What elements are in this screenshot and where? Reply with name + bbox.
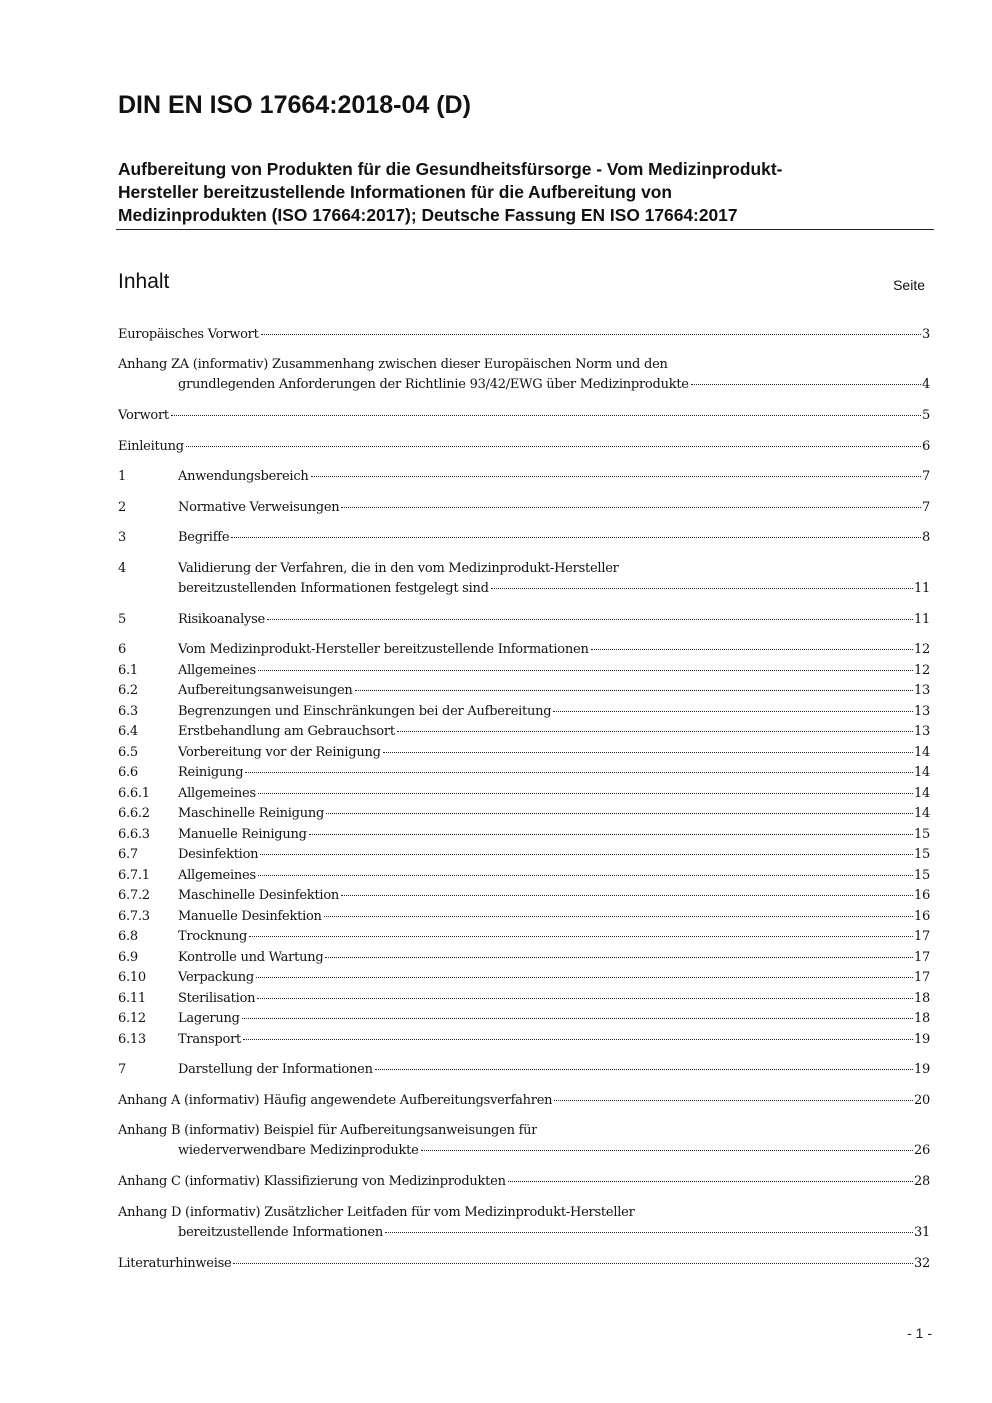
toc-entry-title: Europäisches Vorwort: [118, 327, 259, 342]
toc-entry-title: Vom Medizinprodukt-Hersteller bereitzustellende Informationen: [178, 642, 589, 657]
toc-entry[interactable]: [118, 907, 930, 927]
toc-entry-title: Anhang C (informativ) Klassifizierung von Medizinprodukten: [118, 1174, 506, 1189]
toc-entry-page: 18: [913, 1011, 930, 1026]
toc-dot-leader: [256, 977, 913, 978]
toc-dot-leader: [309, 834, 913, 835]
toc-entry-line: [118, 1030, 930, 1050]
toc-entry-title: Manuelle Desinfektion: [178, 909, 322, 924]
toc-entry-line: [118, 1254, 930, 1274]
toc-dot-leader: [591, 649, 913, 650]
toc-entry[interactable]: [118, 1091, 930, 1111]
toc-entry-title: Anhang D (informativ) Zusätzlicher Leitfaden für vom Medizinprodukt-Hersteller: [118, 1205, 635, 1220]
toc-entry-number: 6.4: [118, 724, 138, 739]
toc-entry-title: wiederverwendbare Medizinprodukte: [178, 1143, 419, 1158]
toc-entry-line: [118, 804, 930, 824]
toc-entry-title: Lagerung: [178, 1011, 240, 1026]
toc-entry-title: Erstbehandlung am Gebrauchsort: [178, 724, 395, 739]
toc-entry-page: 13: [913, 683, 930, 698]
toc-entry-line: [118, 661, 930, 681]
toc-dot-leader: [231, 537, 921, 538]
toc-entry[interactable]: [118, 1030, 930, 1050]
toc-entry-title: Anhang ZA (informativ) Zusammenhang zwischen dieser Europäischen Norm und den: [118, 357, 668, 372]
toc-entry-line: [118, 989, 930, 1009]
toc-entry-number: 6.6.1: [118, 786, 150, 801]
toc-entry-number: 6.2: [118, 683, 138, 698]
toc-dot-leader: [257, 998, 913, 999]
document-title-line: Aufbereitung von Produkten für die Gesundheitsfürsorge - Vom Medizinprodukt-: [118, 159, 783, 179]
toc-entry-line: [118, 1172, 930, 1192]
document-title-line: Hersteller bereitzustellende Informationen für die Aufbereitung von: [118, 182, 673, 202]
toc-entry-page: 13: [913, 724, 930, 739]
toc-entry-number: 6.8: [118, 929, 138, 944]
toc-entry-line: [118, 528, 930, 548]
toc-dot-leader: [383, 752, 913, 753]
toc-entry[interactable]: [118, 1203, 930, 1243]
toc-dot-leader: [258, 793, 913, 794]
toc-entry[interactable]: [118, 722, 930, 742]
toc-entry-title: Aufbereitungsanweisungen: [178, 683, 353, 698]
toc-entry-line: [118, 1203, 930, 1223]
toc-entry-page: 6: [921, 439, 930, 454]
title-divider: [116, 229, 934, 230]
toc-entry-page: 4: [921, 377, 930, 392]
toc-entry-page: 15: [913, 868, 930, 883]
toc-entry-title: Anhang B (informativ) Beispiel für Aufbereitungsanweisungen für: [118, 1123, 538, 1138]
toc-entry-line: [118, 743, 930, 763]
toc-dot-leader: [267, 619, 913, 620]
toc-entry-page: 3: [921, 327, 930, 342]
toc-entry-line: [118, 948, 930, 968]
toc-entry-title: Vorwort: [118, 408, 169, 423]
toc-dot-leader: [691, 384, 921, 385]
toc-entry-title: Darstellung der Informationen: [178, 1062, 373, 1077]
toc-entry-title: Maschinelle Reinigung: [178, 806, 325, 821]
toc-entry-title: Maschinelle Desinfektion: [178, 888, 340, 903]
toc-dot-leader: [258, 875, 913, 876]
toc-dot-leader: [311, 476, 921, 477]
toc-entry-title: Manuelle Reinigung: [178, 827, 307, 842]
toc-entry[interactable]: [118, 927, 930, 947]
toc-entry-page: 11: [913, 612, 930, 627]
toc-entry-number: 6.10: [118, 970, 146, 985]
toc-entry-number: 7: [118, 1062, 127, 1077]
toc-entry-line: [118, 355, 930, 375]
toc-page-column-label: Seite: [893, 277, 925, 293]
toc-entry-title: Anwendungsbereich: [178, 469, 309, 484]
toc-dot-leader: [243, 1039, 913, 1040]
toc-entry-page: 14: [913, 806, 930, 821]
toc-entry[interactable]: [118, 702, 930, 722]
toc-entry-page: 8: [921, 530, 930, 545]
toc-entry-title: Normative Verweisungen: [178, 500, 340, 515]
toc-entry[interactable]: [118, 498, 930, 518]
toc-entry-page: 17: [913, 950, 930, 965]
toc-entry-line: [118, 681, 930, 701]
toc-entry[interactable]: [118, 1060, 930, 1080]
toc-entry-page: 32: [913, 1256, 930, 1271]
toc-entry-page: 16: [913, 888, 930, 903]
toc-entry-line: [118, 1091, 930, 1111]
toc-entry[interactable]: [118, 886, 930, 906]
toc-entry-line: [118, 825, 930, 845]
toc-entry-line: [118, 325, 930, 345]
toc-entry-line: [118, 375, 930, 395]
toc-dot-leader: [261, 334, 921, 335]
toc-entry[interactable]: [118, 989, 930, 1009]
toc-entry[interactable]: [118, 866, 930, 886]
toc-entry-page: 7: [921, 469, 930, 484]
toc-entry-line: [118, 437, 930, 457]
toc-entry[interactable]: [118, 845, 930, 865]
toc-entry-title: Anhang A (informativ) Häufig angewendete Aufbereitungsverfahren: [118, 1093, 553, 1108]
toc-entry-title: bereitzustellenden Informationen festgelegt sind: [178, 581, 489, 596]
toc-entry-line: [118, 722, 930, 742]
toc-entry-title: Reinigung: [178, 765, 244, 780]
toc-dot-leader: [355, 690, 913, 691]
toc-entry-line: [118, 1009, 930, 1029]
toc-entry[interactable]: [118, 948, 930, 968]
toc-entry-title: Literaturhinweise: [118, 1256, 232, 1271]
toc-entry-page: 17: [913, 929, 930, 944]
toc-entry-line: [118, 702, 930, 722]
toc-dot-leader: [260, 854, 913, 855]
toc-entry-title: Allgemeines: [178, 868, 256, 883]
toc-entry[interactable]: [118, 784, 930, 804]
toc-entry-line: [118, 610, 930, 630]
toc-dot-leader: [341, 507, 921, 508]
toc-dot-leader: [245, 772, 913, 773]
toc-entry[interactable]: [118, 406, 930, 426]
toc-entry[interactable]: [118, 661, 930, 681]
toc-entry-line: [118, 1141, 930, 1161]
toc-entry[interactable]: [118, 437, 930, 457]
toc-entry[interactable]: [118, 825, 930, 845]
toc-entry-line: [118, 866, 930, 886]
toc-entry-line: [118, 1060, 930, 1080]
toc-entry-title: Sterilisation: [178, 991, 256, 1006]
toc-entry-line: [118, 763, 930, 783]
toc-dot-leader: [186, 446, 921, 447]
toc-entry[interactable]: [118, 743, 930, 763]
toc-entry-number: 6: [118, 642, 127, 657]
toc-entry-title: bereitzustellende Informationen: [178, 1225, 383, 1240]
toc-entry[interactable]: [118, 355, 930, 395]
toc-dot-leader: [249, 936, 913, 937]
toc-dot-leader: [421, 1150, 913, 1151]
toc-entry-line: [118, 927, 930, 947]
toc-entry-page: 12: [913, 663, 930, 678]
toc-entry-number: 6.6.2: [118, 806, 150, 821]
toc-dot-leader: [341, 895, 913, 896]
toc-dot-leader: [491, 588, 913, 589]
toc-entry-page: 17: [913, 970, 930, 985]
toc-entry[interactable]: [118, 528, 930, 548]
toc-entry-title: Allgemeines: [178, 786, 256, 801]
toc-entry-number: 6.3: [118, 704, 138, 719]
toc-entry-line: [118, 968, 930, 988]
toc-entry-number: 6.13: [118, 1032, 146, 1047]
toc-entry-line: [118, 498, 930, 518]
toc-dot-leader: [242, 1018, 913, 1019]
toc-entry-page: 18: [913, 991, 930, 1006]
toc-entry-number: 6.6: [118, 765, 138, 780]
toc-entry[interactable]: [118, 681, 930, 701]
toc-entry[interactable]: [118, 763, 930, 783]
toc-dot-leader: [258, 670, 913, 671]
toc-entry-number: 5: [118, 612, 127, 627]
toc-entry-title: Vorbereitung vor der Reinigung: [178, 745, 381, 760]
toc-entry-page: 13: [913, 704, 930, 719]
toc-entry-number: 6.1: [118, 663, 138, 678]
toc-entry[interactable]: [118, 559, 930, 599]
toc-dot-leader: [553, 711, 913, 712]
toc-entry-title: Begrenzungen und Einschränkungen bei der Aufbereitung: [178, 704, 552, 719]
toc-entry-page: 12: [913, 642, 930, 657]
toc-entry-number: 6.9: [118, 950, 138, 965]
toc-entry-line: [118, 467, 930, 487]
toc-entry-title: Risikoanalyse: [178, 612, 265, 627]
toc-entry-line: [118, 1223, 930, 1243]
toc-dot-leader: [385, 1232, 913, 1233]
toc-entry-title: Allgemeines: [178, 663, 256, 678]
toc-dot-leader: [171, 415, 921, 416]
toc-entry-page: 31: [913, 1225, 930, 1240]
toc-entry-page: 14: [913, 765, 930, 780]
toc-entry[interactable]: [118, 804, 930, 824]
toc-entry-page: 11: [913, 581, 930, 596]
toc-entry[interactable]: [118, 1172, 930, 1192]
toc-dot-leader: [233, 1263, 912, 1264]
toc-entry-line: [118, 579, 930, 599]
toc-entry[interactable]: [118, 640, 930, 660]
toc-entry-page: 15: [913, 827, 930, 842]
toc-dot-leader: [325, 957, 913, 958]
toc-entry-number: 2: [118, 500, 127, 515]
toc-entry-number: 6.12: [118, 1011, 146, 1026]
toc-entry-page: 5: [921, 408, 930, 423]
toc-entry-page: 28: [913, 1174, 930, 1189]
toc-entry-title: grundlegenden Anforderungen der Richtlinie 93/42/EWG über Medizinprodukte: [178, 377, 689, 392]
toc-entry-title: Begriffe: [178, 530, 230, 545]
toc-heading: Inhalt: [118, 270, 170, 293]
document-id: DIN EN ISO 17664:2018-04 (D): [118, 91, 471, 119]
toc-entry-number: 6.7.3: [118, 909, 150, 924]
toc-entry-title: Desinfektion: [178, 847, 259, 862]
toc-entry[interactable]: [118, 1009, 930, 1029]
toc-entry[interactable]: [118, 610, 930, 630]
toc-dot-leader: [326, 813, 913, 814]
toc-entry-number: 6.7.2: [118, 888, 150, 903]
toc-entry-line: [118, 640, 930, 660]
toc-dot-leader: [375, 1069, 913, 1070]
toc-entry[interactable]: [118, 467, 930, 487]
toc-entry-line: [118, 1121, 930, 1141]
toc-entry[interactable]: [118, 968, 930, 988]
document-title: [118, 158, 933, 227]
page-number: - 1 -: [907, 1325, 932, 1341]
toc-entry-number: 3: [118, 530, 127, 545]
toc-entry-number: 4: [118, 561, 127, 576]
toc-entry-page: 19: [913, 1062, 930, 1077]
toc-entry-page: 26: [913, 1143, 930, 1158]
toc-entry-line: [118, 907, 930, 927]
toc-entry-line: [118, 886, 930, 906]
toc-entry[interactable]: [118, 1254, 930, 1274]
toc-entry-page: 16: [913, 909, 930, 924]
toc-entry-number: 6.11: [118, 991, 146, 1006]
toc-entry-line: [118, 845, 930, 865]
toc-entry-line: [118, 784, 930, 804]
toc-entry-number: 6.7.1: [118, 868, 150, 883]
toc-entry[interactable]: [118, 325, 930, 345]
toc-entry-title: Transport: [178, 1032, 242, 1047]
toc-entry-title: Validierung der Verfahren, die in den vom Medizinprodukt-Hersteller: [178, 561, 619, 576]
toc-entry-number: 1: [118, 469, 127, 484]
toc-dot-leader: [397, 731, 913, 732]
toc-entry-number: 6.7: [118, 847, 138, 862]
toc-entry-line: [118, 559, 930, 579]
document-title-line: Medizinprodukten (ISO 17664:2017); Deutsche Fassung EN ISO 17664:2017: [118, 205, 738, 225]
toc-entry-title: Einleitung: [118, 439, 184, 454]
toc-entry-page: 15: [913, 847, 930, 862]
toc-entry-number: 6.6.3: [118, 827, 150, 842]
toc-entry-number: 6.5: [118, 745, 138, 760]
toc-entry-title: Kontrolle und Wartung: [178, 950, 324, 965]
toc-entry-page: 19: [913, 1032, 930, 1047]
toc-entry-page: 14: [913, 745, 930, 760]
toc-entry-title: Verpackung: [178, 970, 254, 985]
toc-entry-page: 14: [913, 786, 930, 801]
toc-entry-page: 7: [921, 500, 930, 515]
toc-entry-page: 20: [913, 1093, 930, 1108]
toc-dot-leader: [324, 916, 913, 917]
toc-entry-line: [118, 406, 930, 426]
toc-entry-title: Trocknung: [178, 929, 248, 944]
toc-dot-leader: [554, 1100, 913, 1101]
toc-dot-leader: [508, 1181, 913, 1182]
toc-entry[interactable]: [118, 1121, 930, 1161]
